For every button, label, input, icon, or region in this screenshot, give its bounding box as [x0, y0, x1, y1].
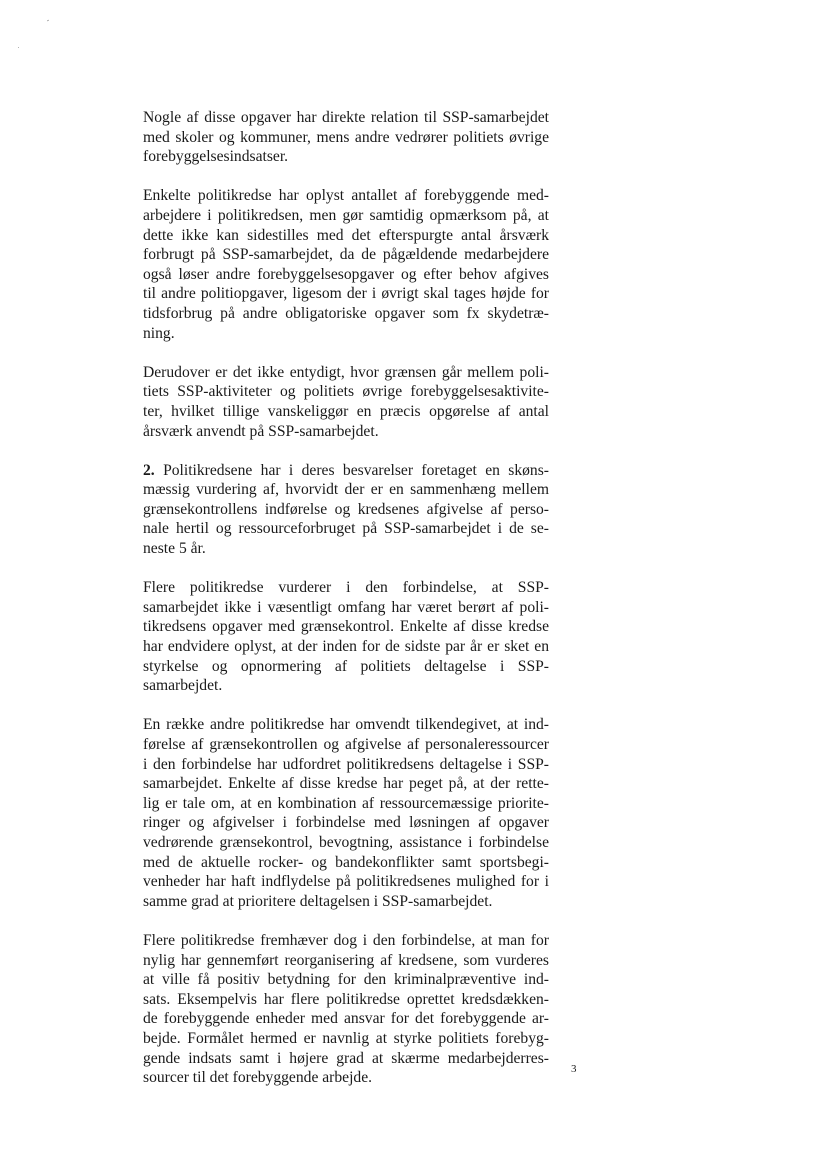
body-text: [143, 108, 549, 1088]
text-line: sourcer til det forebyggende arbejde.: [143, 1069, 373, 1087]
paragraph: [143, 578, 549, 696]
page-number: 3: [571, 1063, 577, 1075]
text-line: ning.: [143, 324, 175, 342]
text-line: forbrugt på SSP-samarbejdet, da de pågældende medarbejdere: [143, 246, 549, 264]
text-line: En række andre politikredse har omvendt tilkendegivet, at ind-: [143, 716, 549, 734]
text-line: samarbejdet.: [143, 677, 223, 695]
text-line: Enkelte politikredse har oplyst antallet af forebyggende med-: [143, 187, 549, 205]
text-line: samarbejdet. Enkelte af disse kredse har peget på, at der rette-: [143, 775, 549, 793]
paragraph: [143, 186, 549, 343]
text-line: ter, hvilket tillige vanskeliggør en præcis opgørelse af antal: [143, 402, 549, 420]
text-line: forebyggelsesindsatser.: [143, 148, 289, 166]
text-line: arbejdere i politikredsen, men gør samtidig opmærksom på, at: [143, 206, 549, 224]
text-line: ringer og afgivelser i forbindelse med løsningen af opgaver: [143, 814, 549, 832]
text-line: med skoler og kommuner, mens andre vedrører politiets øvrige: [143, 128, 549, 146]
text-line: Flere politikredse fremhæver dog i den forbindelse, at man for: [143, 931, 549, 949]
paragraph: [143, 931, 549, 1088]
scan-speck: [18, 47, 19, 48]
text-line: nylig har gennemført reorganisering af kredsene, som vurderes: [143, 951, 549, 969]
paragraph-number: 2.: [143, 461, 155, 479]
paragraph: [143, 108, 549, 167]
text-line: neste 5 år.: [143, 540, 206, 558]
text-line: i den forbindelse har udfordret politikredsens deltagelse i SSP-: [143, 755, 549, 773]
text-line: sats. Eksempelvis har flere politikredse oprettet kredsdækken-: [143, 990, 549, 1008]
text-line: styrkelse og opnormering af politiets deltagelse i SSP-: [143, 657, 549, 675]
text-line: Flere politikredse vurderer i den forbindelse, at SSP-: [143, 579, 549, 597]
text-line: tiets SSP-aktiviteter og politiets øvrige forebyggelsesaktivite-: [143, 383, 549, 401]
text-line: Derudover er det ikke entydigt, hvor grænsen går mellem poli-: [143, 363, 549, 381]
text-line: dette ikke kan sidestilles med det efterspurgte antal årsværk: [143, 226, 549, 244]
scan-speck: [47, 20, 49, 22]
text-line: gende indsats samt i højere grad at skærme medarbejderres-: [143, 1049, 549, 1067]
text-line: de forebyggende enheder med ansvar for det forebyggende ar-: [143, 1010, 549, 1028]
text-line: nale hertil og ressourceforbruget på SSP-samarbejdet i de se-: [143, 520, 549, 538]
text-line: Nogle af disse opgaver har direkte relation til SSP-samarbejdet: [143, 109, 549, 126]
text-line: samarbejdet ikke i væsentligt omfang har været berørt af poli-: [143, 598, 549, 616]
text-line: med de aktuelle rocker- og bandekonflikter samt sportsbegi-: [143, 853, 549, 871]
text-line: førelse af grænsekontrollen og afgivelse af personaleressourcer: [143, 736, 549, 753]
text-line: [143, 461, 549, 481]
paragraph: [143, 461, 549, 559]
text-line: lig er tale om, at en kombination af ressourcemæssige priorite-: [143, 794, 549, 812]
text-line: grænsekontrollens indførelse og kredsenes afgivelse af perso-: [143, 500, 549, 518]
paragraph: [143, 363, 549, 441]
text-line: at ville få positiv betydning for den kriminalpræventive ind-: [143, 971, 549, 989]
text-line: bejde. Formålet hermed er navnlig at styrke politiets forebyg-: [143, 1029, 549, 1047]
text-line: tikredsens opgaver med grænsekontrol. Enkelte af disse kredse: [143, 618, 549, 636]
text-line: venheder har haft indflydelse på politikredsenes mulighed for i: [143, 873, 549, 891]
text-line: samme grad at prioritere deltagelsen i SSP-samarbejdet.: [143, 892, 493, 910]
paragraph: [143, 715, 549, 911]
text-line: også løser andre forebyggelsesopgaver og efter behov afgives: [143, 265, 549, 283]
text-line: mæssig vurdering af, hvorvidt der er en sammenhæng mellem: [143, 481, 549, 499]
text-line: årsværk anvendt på SSP-samarbejdet.: [143, 422, 379, 440]
text-line-content: Politikredsene har i deres besvarelser foretaget en skøns-: [154, 461, 549, 479]
text-line: til andre politiopgaver, ligesom der i øvrigt skal tages højde for: [143, 285, 549, 303]
text-line: vedrørende grænsekontrol, bevogtning, assistance i forbindelse: [143, 833, 549, 851]
text-line: tidsforbrug på andre obligatoriske opgaver som fx skydetræ-: [143, 304, 549, 322]
text-line: har endvidere oplyst, at der inden for de sidste par år er sket en: [143, 638, 549, 656]
